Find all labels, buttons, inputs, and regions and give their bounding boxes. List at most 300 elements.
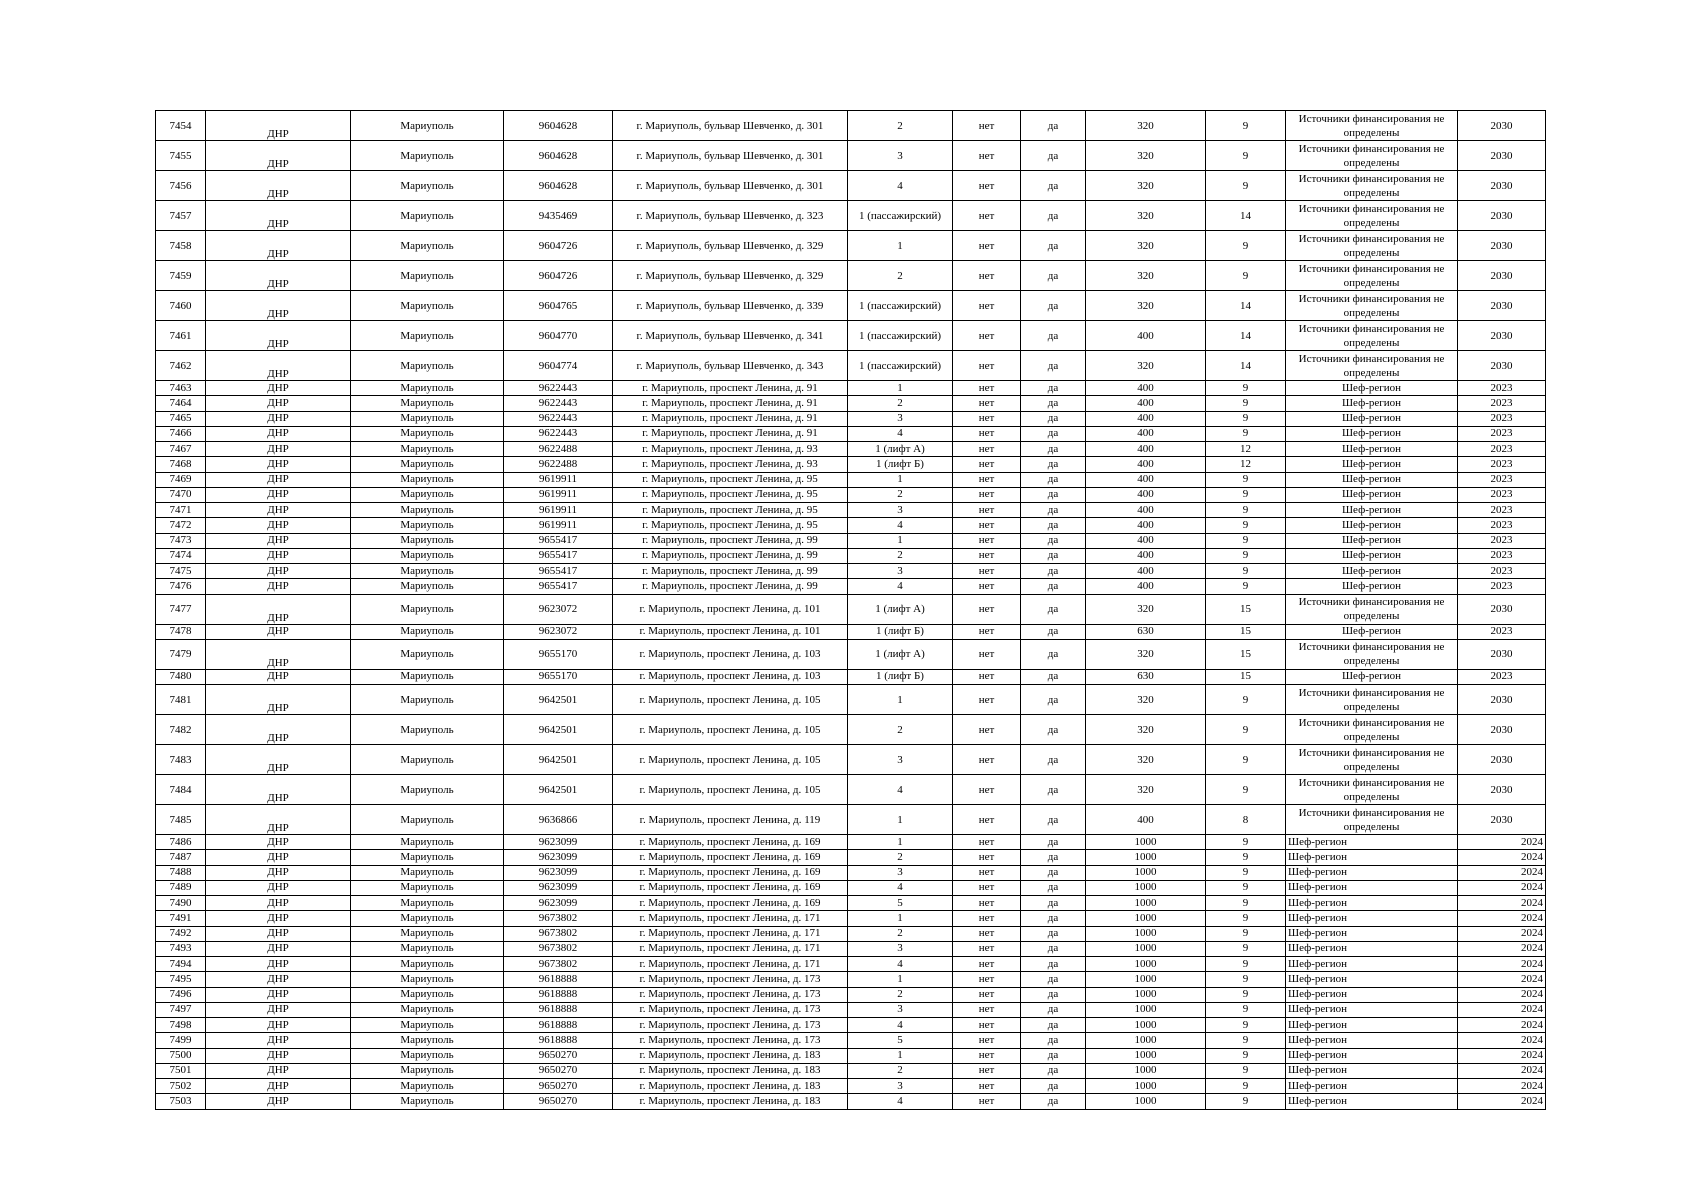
load-capacity-cell: 1000 (1086, 1063, 1206, 1078)
address-cell: г. Мариуполь, проспект Ленина, д. 99 (613, 548, 848, 563)
floors-cell: 9 (1206, 880, 1286, 895)
building-code-cell: 9650270 (504, 1048, 613, 1063)
year-cell: 2024 (1458, 880, 1546, 895)
table-row (156, 1094, 1546, 1109)
floors-cell: 9 (1206, 987, 1286, 1002)
funding-source-cell: Шеф-регион (1286, 850, 1458, 865)
funding-source-cell: Шеф-регион (1286, 896, 1458, 911)
flag-no-cell: нет (953, 579, 1021, 594)
address-cell: г. Мариуполь, проспект Ленина, д. 183 (613, 1079, 848, 1094)
funding-source-cell: Источники финансирования не определены (1286, 745, 1458, 775)
city-cell: Мариуполь (351, 987, 504, 1002)
region-cell: ДНР (206, 442, 351, 457)
elevator-number-cell: 3 (848, 411, 953, 426)
table-row (156, 457, 1546, 472)
region-cell: ДНР (206, 141, 351, 171)
elevator-number-cell: 1 (пассажирский) (848, 351, 953, 381)
flag-no-cell: нет (953, 1018, 1021, 1033)
building-code-cell: 9618888 (504, 1033, 613, 1048)
elevator-number-cell: 1 (848, 972, 953, 987)
table-row (156, 1063, 1546, 1078)
region-cell: ДНР (206, 941, 351, 956)
elevator-number-cell: 3 (848, 503, 953, 518)
row-number-cell: 7497 (156, 1002, 206, 1017)
building-code-cell: 9604628 (504, 141, 613, 171)
flag-no-cell: нет (953, 472, 1021, 487)
floors-cell: 9 (1206, 548, 1286, 563)
year-cell: 2024 (1458, 1094, 1546, 1109)
building-code-cell: 9622443 (504, 381, 613, 396)
elevator-number-cell: 2 (848, 396, 953, 411)
flag-no-cell: нет (953, 201, 1021, 231)
floors-cell: 9 (1206, 472, 1286, 487)
flag-yes-cell: да (1021, 926, 1086, 941)
flag-yes-cell: да (1021, 503, 1086, 518)
city-cell: Мариуполь (351, 957, 504, 972)
elevator-number-cell: 1 (лифт Б) (848, 669, 953, 684)
building-code-cell: 9622443 (504, 411, 613, 426)
row-number-cell: 7485 (156, 805, 206, 835)
row-number-cell: 7457 (156, 201, 206, 231)
city-cell: Мариуполь (351, 261, 504, 291)
floors-cell: 9 (1206, 1018, 1286, 1033)
table-row (156, 987, 1546, 1002)
flag-yes-cell: да (1021, 518, 1086, 533)
address-cell: г. Мариуполь, проспект Ленина, д. 99 (613, 533, 848, 548)
city-cell: Мариуполь (351, 775, 504, 805)
flag-no-cell: нет (953, 745, 1021, 775)
funding-source-cell: Источники финансирования не определены (1286, 805, 1458, 835)
elevator-number-cell: 4 (848, 1018, 953, 1033)
region-cell: ДНР (206, 745, 351, 775)
funding-source-cell: Шеф-регион (1286, 987, 1458, 1002)
flag-no-cell: нет (953, 972, 1021, 987)
address-cell: г. Мариуполь, проспект Ленина, д. 91 (613, 411, 848, 426)
building-code-cell: 9636866 (504, 805, 613, 835)
flag-yes-cell: да (1021, 941, 1086, 956)
elevator-number-cell: 5 (848, 896, 953, 911)
table-row (156, 201, 1546, 231)
flag-yes-cell: да (1021, 141, 1086, 171)
elevator-number-cell: 1 (лифт А) (848, 639, 953, 669)
city-cell: Мариуполь (351, 1002, 504, 1017)
region-cell: ДНР (206, 564, 351, 579)
row-number-cell: 7456 (156, 171, 206, 201)
load-capacity-cell: 630 (1086, 669, 1206, 684)
year-cell: 2024 (1458, 1048, 1546, 1063)
row-number-cell: 7503 (156, 1094, 206, 1109)
floors-cell: 9 (1206, 411, 1286, 426)
year-cell: 2030 (1458, 141, 1546, 171)
row-number-cell: 7475 (156, 564, 206, 579)
city-cell: Мариуполь (351, 548, 504, 563)
address-cell: г. Мариуполь, проспект Ленина, д. 173 (613, 972, 848, 987)
funding-source-cell: Шеф-регион (1286, 957, 1458, 972)
region-cell: ДНР (206, 579, 351, 594)
flag-no-cell: нет (953, 141, 1021, 171)
load-capacity-cell: 400 (1086, 503, 1206, 518)
row-number-cell: 7489 (156, 880, 206, 895)
table-row (156, 579, 1546, 594)
elevator-number-cell: 4 (848, 579, 953, 594)
region-cell: ДНР (206, 865, 351, 880)
funding-source-cell: Источники финансирования не определены (1286, 594, 1458, 624)
row-number-cell: 7482 (156, 715, 206, 745)
flag-yes-cell: да (1021, 880, 1086, 895)
year-cell: 2023 (1458, 518, 1546, 533)
table-row (156, 624, 1546, 639)
year-cell: 2030 (1458, 351, 1546, 381)
table-row (156, 548, 1546, 563)
address-cell: г. Мариуполь, проспект Ленина, д. 91 (613, 426, 848, 441)
load-capacity-cell: 320 (1086, 201, 1206, 231)
load-capacity-cell: 400 (1086, 579, 1206, 594)
year-cell: 2030 (1458, 639, 1546, 669)
flag-yes-cell: да (1021, 381, 1086, 396)
row-number-cell: 7488 (156, 865, 206, 880)
region-cell: ДНР (206, 715, 351, 745)
row-number-cell: 7493 (156, 941, 206, 956)
load-capacity-cell: 1000 (1086, 957, 1206, 972)
funding-source-cell: Шеф-регион (1286, 624, 1458, 639)
floors-cell: 12 (1206, 442, 1286, 457)
city-cell: Мариуполь (351, 1018, 504, 1033)
table-row (156, 1048, 1546, 1063)
flag-yes-cell: да (1021, 957, 1086, 972)
flag-no-cell: нет (953, 518, 1021, 533)
year-cell: 2024 (1458, 1018, 1546, 1033)
city-cell: Мариуполь (351, 865, 504, 880)
address-cell: г. Мариуполь, проспект Ленина, д. 93 (613, 457, 848, 472)
building-code-cell: 9619911 (504, 487, 613, 502)
floors-cell: 15 (1206, 624, 1286, 639)
funding-source-cell: Источники финансирования не определены (1286, 171, 1458, 201)
flag-yes-cell: да (1021, 1063, 1086, 1078)
year-cell: 2023 (1458, 579, 1546, 594)
funding-source-cell: Шеф-регион (1286, 564, 1458, 579)
flag-yes-cell: да (1021, 533, 1086, 548)
funding-source-cell: Источники финансирования не определены (1286, 231, 1458, 261)
elevator-number-cell: 2 (848, 261, 953, 291)
address-cell: г. Мариуполь, проспект Ленина, д. 169 (613, 880, 848, 895)
row-number-cell: 7461 (156, 321, 206, 351)
table-row (156, 639, 1546, 669)
building-code-cell: 9622443 (504, 396, 613, 411)
address-cell: г. Мариуполь, проспект Ленина, д. 99 (613, 579, 848, 594)
year-cell: 2023 (1458, 503, 1546, 518)
flag-yes-cell: да (1021, 321, 1086, 351)
address-cell: г. Мариуполь, проспект Ленина, д. 93 (613, 442, 848, 457)
building-code-cell: 9623099 (504, 865, 613, 880)
load-capacity-cell: 320 (1086, 111, 1206, 141)
year-cell: 2023 (1458, 381, 1546, 396)
city-cell: Мариуполь (351, 896, 504, 911)
load-capacity-cell: 1000 (1086, 896, 1206, 911)
table-row (156, 503, 1546, 518)
year-cell: 2024 (1458, 835, 1546, 850)
region-cell: ДНР (206, 957, 351, 972)
city-cell: Мариуполь (351, 805, 504, 835)
address-cell: г. Мариуполь, проспект Ленина, д. 99 (613, 564, 848, 579)
flag-yes-cell: да (1021, 775, 1086, 805)
funding-source-cell: Шеф-регион (1286, 1033, 1458, 1048)
flag-yes-cell: да (1021, 201, 1086, 231)
year-cell: 2030 (1458, 111, 1546, 141)
region-cell: ДНР (206, 775, 351, 805)
elevator-number-cell: 1 (лифт А) (848, 594, 953, 624)
region-cell: ДНР (206, 1094, 351, 1109)
row-number-cell: 7467 (156, 442, 206, 457)
load-capacity-cell: 400 (1086, 321, 1206, 351)
flag-yes-cell: да (1021, 111, 1086, 141)
year-cell: 2030 (1458, 231, 1546, 261)
table-row (156, 865, 1546, 880)
row-number-cell: 7479 (156, 639, 206, 669)
row-number-cell: 7496 (156, 987, 206, 1002)
funding-source-cell: Шеф-регион (1286, 1018, 1458, 1033)
row-number-cell: 7481 (156, 685, 206, 715)
year-cell: 2024 (1458, 896, 1546, 911)
region-cell: ДНР (206, 639, 351, 669)
elevator-number-cell: 1 (848, 1048, 953, 1063)
flag-yes-cell: да (1021, 396, 1086, 411)
building-code-cell: 9655417 (504, 548, 613, 563)
year-cell: 2023 (1458, 533, 1546, 548)
flag-yes-cell: да (1021, 487, 1086, 502)
city-cell: Мариуполь (351, 594, 504, 624)
city-cell: Мариуполь (351, 1048, 504, 1063)
floors-cell: 9 (1206, 487, 1286, 502)
row-number-cell: 7498 (156, 1018, 206, 1033)
flag-yes-cell: да (1021, 426, 1086, 441)
floors-cell: 14 (1206, 321, 1286, 351)
funding-source-cell: Шеф-регион (1286, 426, 1458, 441)
elevator-number-cell: 1 (848, 835, 953, 850)
region-cell: ДНР (206, 487, 351, 502)
year-cell: 2024 (1458, 865, 1546, 880)
table-row (156, 396, 1546, 411)
flag-no-cell: нет (953, 457, 1021, 472)
funding-source-cell: Шеф-регион (1286, 457, 1458, 472)
year-cell: 2023 (1458, 426, 1546, 441)
flag-yes-cell: да (1021, 594, 1086, 624)
year-cell: 2030 (1458, 291, 1546, 321)
address-cell: г. Мариуполь, бульвар Шевченко, д. 301 (613, 141, 848, 171)
elevator-number-cell: 1 (848, 685, 953, 715)
city-cell: Мариуполь (351, 835, 504, 850)
row-number-cell: 7466 (156, 426, 206, 441)
flag-yes-cell: да (1021, 865, 1086, 880)
flag-no-cell: нет (953, 624, 1021, 639)
floors-cell: 9 (1206, 503, 1286, 518)
building-code-cell: 9622488 (504, 442, 613, 457)
building-code-cell: 9623099 (504, 835, 613, 850)
table-row (156, 1033, 1546, 1048)
flag-yes-cell: да (1021, 805, 1086, 835)
flag-no-cell: нет (953, 1048, 1021, 1063)
address-cell: г. Мариуполь, проспект Ленина, д. 173 (613, 987, 848, 1002)
region-cell: ДНР (206, 896, 351, 911)
funding-source-cell: Источники финансирования не определены (1286, 261, 1458, 291)
load-capacity-cell: 630 (1086, 624, 1206, 639)
city-cell: Мариуполь (351, 624, 504, 639)
floors-cell: 9 (1206, 518, 1286, 533)
row-number-cell: 7502 (156, 1079, 206, 1094)
table-row (156, 715, 1546, 745)
address-cell: г. Мариуполь, проспект Ленина, д. 95 (613, 518, 848, 533)
load-capacity-cell: 1000 (1086, 941, 1206, 956)
address-cell: г. Мариуполь, проспект Ленина, д. 119 (613, 805, 848, 835)
load-capacity-cell: 400 (1086, 548, 1206, 563)
address-cell: г. Мариуполь, проспект Ленина, д. 101 (613, 594, 848, 624)
region-cell: ДНР (206, 396, 351, 411)
table-row (156, 941, 1546, 956)
region-cell: ДНР (206, 987, 351, 1002)
flag-no-cell: нет (953, 594, 1021, 624)
elevator-number-cell: 4 (848, 1094, 953, 1109)
flag-yes-cell: да (1021, 291, 1086, 321)
floors-cell: 15 (1206, 639, 1286, 669)
flag-yes-cell: да (1021, 745, 1086, 775)
city-cell: Мариуполь (351, 201, 504, 231)
funding-source-cell: Шеф-регион (1286, 411, 1458, 426)
flag-yes-cell: да (1021, 685, 1086, 715)
elevator-number-cell: 3 (848, 1079, 953, 1094)
row-number-cell: 7500 (156, 1048, 206, 1063)
floors-cell: 9 (1206, 141, 1286, 171)
funding-source-cell: Шеф-регион (1286, 548, 1458, 563)
flag-yes-cell: да (1021, 457, 1086, 472)
address-cell: г. Мариуполь, проспект Ленина, д. 169 (613, 896, 848, 911)
row-number-cell: 7458 (156, 231, 206, 261)
flag-yes-cell: да (1021, 639, 1086, 669)
flag-no-cell: нет (953, 850, 1021, 865)
load-capacity-cell: 400 (1086, 472, 1206, 487)
building-code-cell: 9655417 (504, 564, 613, 579)
load-capacity-cell: 320 (1086, 351, 1206, 381)
flag-no-cell: нет (953, 351, 1021, 381)
elevator-number-cell: 1 (848, 231, 953, 261)
building-code-cell: 9435469 (504, 201, 613, 231)
city-cell: Мариуполь (351, 141, 504, 171)
funding-source-cell: Шеф-регион (1286, 1079, 1458, 1094)
year-cell: 2024 (1458, 1033, 1546, 1048)
funding-source-cell: Шеф-регион (1286, 579, 1458, 594)
funding-source-cell: Источники финансирования не определены (1286, 715, 1458, 745)
flag-yes-cell: да (1021, 1033, 1086, 1048)
elevator-number-cell: 4 (848, 518, 953, 533)
floors-cell: 9 (1206, 564, 1286, 579)
row-number-cell: 7492 (156, 926, 206, 941)
year-cell: 2030 (1458, 745, 1546, 775)
load-capacity-cell: 1000 (1086, 926, 1206, 941)
region-cell: ДНР (206, 381, 351, 396)
table-row (156, 745, 1546, 775)
address-cell: г. Мариуполь, проспект Ленина, д. 171 (613, 941, 848, 956)
floors-cell: 9 (1206, 972, 1286, 987)
building-code-cell: 9619911 (504, 472, 613, 487)
region-cell: ДНР (206, 911, 351, 926)
city-cell: Мариуполь (351, 1063, 504, 1078)
row-number-cell: 7484 (156, 775, 206, 805)
year-cell: 2024 (1458, 941, 1546, 956)
region-cell: ДНР (206, 201, 351, 231)
load-capacity-cell: 400 (1086, 487, 1206, 502)
city-cell: Мариуполь (351, 291, 504, 321)
flag-yes-cell: да (1021, 624, 1086, 639)
table-row (156, 805, 1546, 835)
flag-no-cell: нет (953, 1002, 1021, 1017)
flag-no-cell: нет (953, 533, 1021, 548)
city-cell: Мариуполь (351, 351, 504, 381)
table-row (156, 141, 1546, 171)
load-capacity-cell: 400 (1086, 396, 1206, 411)
flag-no-cell: нет (953, 321, 1021, 351)
year-cell: 2023 (1458, 487, 1546, 502)
flag-no-cell: нет (953, 111, 1021, 141)
flag-no-cell: нет (953, 1079, 1021, 1094)
region-cell: ДНР (206, 1079, 351, 1094)
flag-yes-cell: да (1021, 972, 1086, 987)
load-capacity-cell: 320 (1086, 775, 1206, 805)
year-cell: 2024 (1458, 1063, 1546, 1078)
table-row (156, 472, 1546, 487)
year-cell: 2023 (1458, 457, 1546, 472)
load-capacity-cell: 320 (1086, 745, 1206, 775)
city-cell: Мариуполь (351, 564, 504, 579)
year-cell: 2024 (1458, 972, 1546, 987)
floors-cell: 9 (1206, 261, 1286, 291)
funding-source-cell: Шеф-регион (1286, 835, 1458, 850)
building-code-cell: 9673802 (504, 926, 613, 941)
city-cell: Мариуполь (351, 171, 504, 201)
flag-yes-cell: да (1021, 1048, 1086, 1063)
building-code-cell: 9622488 (504, 457, 613, 472)
load-capacity-cell: 1000 (1086, 911, 1206, 926)
table-row (156, 850, 1546, 865)
building-code-cell: 9642501 (504, 775, 613, 805)
region-cell: ДНР (206, 472, 351, 487)
elevator-number-cell: 3 (848, 941, 953, 956)
building-code-cell: 9642501 (504, 685, 613, 715)
flag-yes-cell: да (1021, 835, 1086, 850)
elevator-number-cell: 2 (848, 926, 953, 941)
year-cell: 2024 (1458, 957, 1546, 972)
flag-no-cell: нет (953, 1033, 1021, 1048)
row-number-cell: 7460 (156, 291, 206, 321)
funding-source-cell: Источники финансирования не определены (1286, 321, 1458, 351)
load-capacity-cell: 320 (1086, 171, 1206, 201)
elevator-number-cell: 2 (848, 111, 953, 141)
building-code-cell: 9642501 (504, 745, 613, 775)
floors-cell: 9 (1206, 957, 1286, 972)
floors-cell: 9 (1206, 381, 1286, 396)
city-cell: Мариуполь (351, 1079, 504, 1094)
building-code-cell: 9623099 (504, 850, 613, 865)
elevator-number-cell: 3 (848, 141, 953, 171)
flag-no-cell: нет (953, 426, 1021, 441)
elevator-number-cell: 1 (848, 911, 953, 926)
building-code-cell: 9618888 (504, 972, 613, 987)
flag-no-cell: нет (953, 805, 1021, 835)
building-code-cell: 9604765 (504, 291, 613, 321)
row-number-cell: 7471 (156, 503, 206, 518)
city-cell: Мариуполь (351, 685, 504, 715)
address-cell: г. Мариуполь, проспект Ленина, д. 173 (613, 1018, 848, 1033)
building-code-cell: 9623072 (504, 624, 613, 639)
region-cell: ДНР (206, 171, 351, 201)
building-code-cell: 9655417 (504, 579, 613, 594)
